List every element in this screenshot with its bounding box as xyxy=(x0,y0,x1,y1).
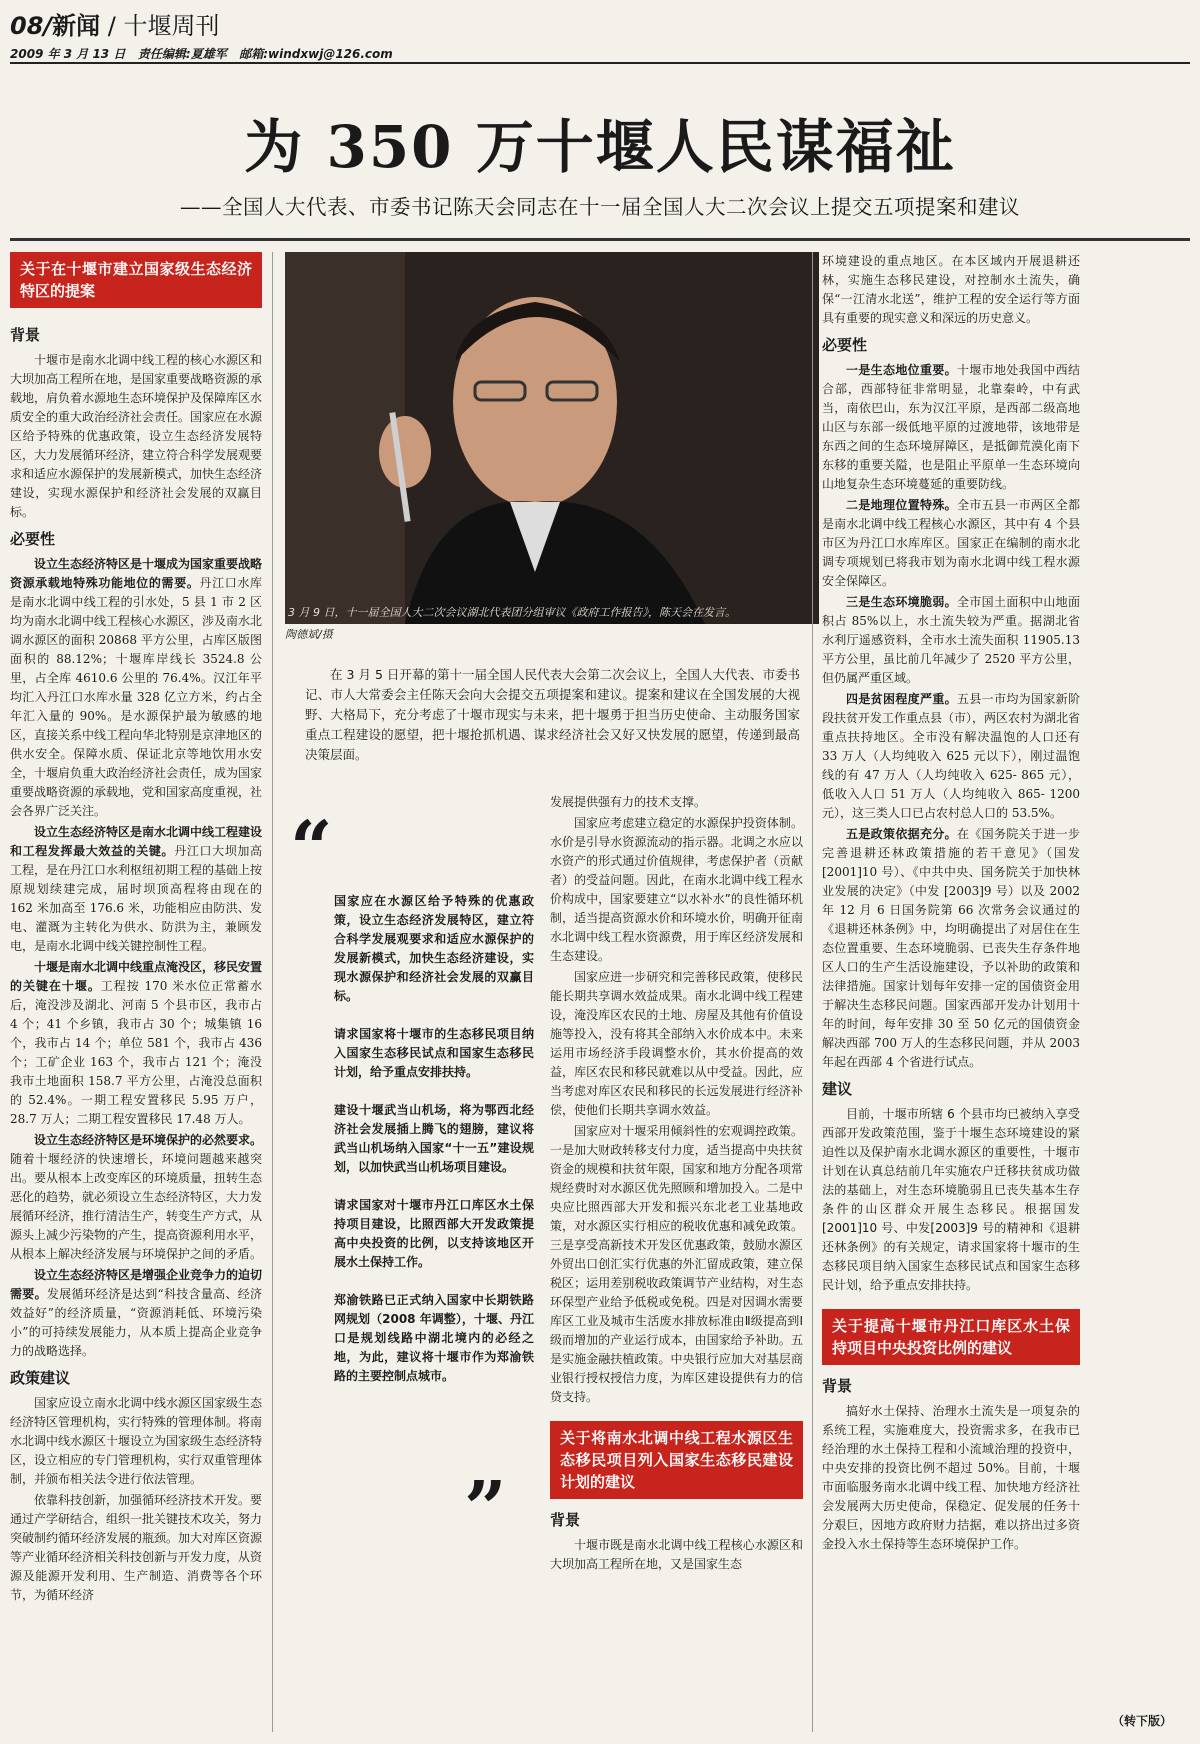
paragraph: 环境建设的重点地区。在本区域内开展退耕还林，实施生态移民建设，对控制水土流失，确保“一江清水北送”，维护工程的安全运行等方面具有重要的现实意义和深远的历史意义。 xyxy=(822,254,1080,325)
masthead-info xyxy=(10,45,1190,62)
paragraph-lead: 三是生态环境脆弱。 xyxy=(846,595,957,609)
paragraph-text: 丹江口大坝加高工程，是在丹江口水利枢纽初期工程的基础上按原规划续建完成，届时坝顶高程将由现在的 162 米加高至 176.6 米，功能相应由防洪、发电、灌溉为主转化为供水、防洪为主，兼顾发电，是南水北调中线关键控制性工程。 xyxy=(10,844,262,953)
section-name: 新闻 xyxy=(52,12,101,40)
quote: 请求国家对十堰市丹江口库区水土保持项目建设，比照西部大开发政策提高中央投资的比例，以支持该地区开展水土保持工作。 xyxy=(334,1198,534,1269)
intro-paragraph: 在 3 月 5 日开幕的第十一届全国人民代表大会第二次会议上，全国人大代表、市委书记、市人大常委会主任陈天会向大会提交五项提案和建议。提案和建议在全国发展的大视野、大格局下，充分考虑了十堰市现实与未来，把十堰勇于担当历史使命、主动服务国家重点工程建设的愿望，把十堰抢抓机遇、谋求经济社会又好又快发展的愿望，传递到最高决策层面。 xyxy=(305,667,800,762)
proposal-title-box: 关于在十堰市建立国家级生态经济特区的提案 xyxy=(10,252,262,308)
quote: 请求国家将十堰市的生态移民项目纳入国家生态移民试点和国家生态移民计划，给予重点安排扶持。 xyxy=(334,1027,534,1079)
paragraph-lead: 设立生态经济特区是环境保护的必然要求。 xyxy=(34,1133,262,1147)
paragraph-text: 随着十堰经济的快速增长，环境问题越来越突出。要从根本上改变库区的环境质量，扭转生态恶化的趋势，就必须设立生态经济特区，大力发展循环经济，推行清洁生产，转变生产方式，从源头上减少污染物的产生，提高资源利用水平，从根本上解决经济发展与环境保护之间的矛盾。 xyxy=(10,1152,262,1261)
paragraph: 依靠科技创新，加强循环经济技术开发。要通过产学研结合，组织一批关键技术攻关，努力突破制约循环经济发展的瓶颈。加大对库区资源等产业循环经济相关科技创新与开发力度，从资源及能源开发利用、生产制造、消费等各个环节，为循环经济 xyxy=(10,1493,262,1602)
paragraph: 国家应进一步研究和完善移民政策，使移民能长期共享调水效益成果。南水北调中线工程建设，淹没库区农民的土地、房屋及其他有价值设施等投入，没有将其全部纳入水价成本中。未来运用市场经济手段调整水价，其水价提高的效益，库区农民和移民就难以从中受益。因此，应当考虑对库区农民和移民的长远发展进行经济补偿，使他们长期共享调水效益。 xyxy=(550,970,803,1117)
paragraph xyxy=(10,1131,262,1264)
masthead-rule xyxy=(10,62,1190,64)
column-rule xyxy=(812,252,813,1732)
paragraph: 国家应对十堰采用倾斜性的宏观调控政策。一是加大财政转移支付力度，适当提高中央扶贫资金的规模和扶贫年限，国家和地方分配各项常规经费时对水源区优先照顾和增加投入。二是中央应比照西部大开发和振兴东北老工业基地政策，对水源区实行相应的税收优惠和减免政策。三是享受高新技术开发区优惠政策，鼓励水源区外贸出口创汇实行优惠的外汇留成政策，建立保税区；运用差别税收政策调节产业结构，对生态环保型产业给予低税或免税。四是对因调水需要库区工业及城市生活废水排放标准由Ⅱ级提高到Ⅰ级而增加的产业运行成本，由国家给予补助。五是实施金融扶植政策。中央银行应加大对基层商业银行授权授信力度，为库区建设提供有力的信贷支持。 xyxy=(550,1124,803,1404)
section-heading: 政策建议 xyxy=(10,1369,71,1387)
paragraph xyxy=(822,825,1080,1072)
section-heading: 建议 xyxy=(822,1080,853,1098)
section-heading: 必要性 xyxy=(822,336,868,354)
paragraph xyxy=(10,958,262,1129)
paper-name: 十堰周刊 xyxy=(123,12,220,40)
masthead-title: 08/新闻 / 十堰周刊 xyxy=(10,12,220,40)
photo-caption: 3 月 9 日，十一届全国人大二次会议湖北代表团分组审议《政府工作报告》，陈天会在发言。 xyxy=(288,606,736,619)
section-heading: 背景 xyxy=(550,1511,581,1529)
paragraph-lead: 五是政策依据充分。 xyxy=(846,827,957,841)
paragraph-text: 工程按 170 米水位正常蓄水后，淹没涉及湖北、河南 5 个县市区，我市占 4 个；41 个乡镇，我市占 30 个；城集镇 16 个，我市占 14 个；单位 581 个，我市占 436 个；工矿企业 163 个，我市占 121 个；淹没我市土地面积 158.7 平方公里，占淹没总面积的 52.4%。一期工程安置移民 5.95 万户，28.7 万人；二期工程安置移民 17.48 万人。 xyxy=(10,979,262,1126)
paragraph: 国家应考虑建立稳定的水源保护投资体制。水价是引导水资源流动的指示器。北调之水应以水资产的形式通过价值规律，考虑保护者（贡献者）的受益问题。因此，在南水北调中线工程水价构成中，国家要建立“以水补水”的良性循环机制，适当提高资源水价和环境水价，明确开征南水北调中线工程水资源费，用于库区经济发展和生态建设。 xyxy=(550,816,803,963)
left-column xyxy=(10,252,262,1742)
email: 邮箱:windxwj@126.com xyxy=(239,47,393,61)
paragraph xyxy=(822,496,1080,591)
section-heading: 背景 xyxy=(822,1377,853,1395)
paragraph xyxy=(10,1266,262,1361)
close-quote-icon: ” xyxy=(464,1466,507,1552)
paragraph-lead: 十堰是南水北调中线重点淹没区，移民安置的关键在十堰。 xyxy=(10,960,262,993)
paragraph xyxy=(822,690,1080,823)
issue-date: 2009 年 3 月 13 日 xyxy=(10,47,126,61)
editor: 责任编辑:夏雄军 xyxy=(137,47,227,61)
headline: 为 350 万十堰人民谋福祉 xyxy=(244,113,956,181)
paragraph-lead: 二是地理位置特殊。 xyxy=(846,498,957,512)
section-heading: 必要性 xyxy=(10,530,56,548)
paragraph-text: 丹江口水库是南水北调中线工程的引水处，5 县 1 市 2 区均为南水北调中线工程核心水源区，涉及南水北调水源区的面积 20868 平方公里，占库区版图面积的 88.12%；十堰库岸线长 3524.8 公里，占全库 4610.6 公里的 76.4%。汉江年平均汇入丹江口水库水量 328 亿立方米，约占全年汇入量的 90%。是水源保护最为敏感的地区，直接关系中线工程向华北特别是京津地区的供水安全。保障水质、保证北京等地饮用水安全，十堰肩负重大政治经济社会责任，成为国家重要战略资源的承载地，党和国家高度重视，社会各界广泛关注。 xyxy=(10,576,262,818)
paragraph-text: 在《国务院关于进一步完善退耕还林政策措施的若干意见》（国发[2001]10 号）、《中共中央、国务院关于加快林业发展的决定》（中发 [2003]9 号）以及 2002 年 12 月 6 日国务院第 66 次常务会议通过的《退耕还林条例》中，均明确提出了对居住在生态位置重要、生态环境脆弱、已丧失生存条件地区人口的生产生活设施建设，予以补助的政策和法律措施。国家计划每年安排一定的国债资金用于解决生态移民问题。国家西部开发办计划用十年的时间，每年安排 30 至 50 亿元的国债资金解决西部 700 万人的生态移民问题，并从 2003 年起在西部 4 个省进行试点。 xyxy=(822,827,1080,1069)
paragraph-lead: 四是贫困程度严重。 xyxy=(846,692,957,706)
paragraph xyxy=(822,361,1080,494)
proposal-title-box: 关于提高十堰市丹江口库区水土保持项目中央投资比例的建议 xyxy=(822,1309,1080,1365)
section-heading: 背景 xyxy=(10,326,41,344)
paragraph-lead: 一是生态地位重要。 xyxy=(846,363,957,377)
paragraph-lead: 设立生态经济特区是增强企业竞争力的迫切需要。 xyxy=(10,1268,262,1301)
paragraph: 十堰市既是南水北调中线工程核心水源区和大坝加高工程所在地，又是国家生态 xyxy=(550,1538,803,1571)
paragraph xyxy=(822,593,1080,688)
paragraph: 发展提供强有力的技术支撑。 xyxy=(550,795,707,809)
paragraph: 搞好水土保持、治理水土流失是一项复杂的系统工程，实施难度大，投资需求多，在我市已经治理的水土保持工程和小流域治理的投资中，中央安排的投资比例不超过 50%。目前，十堰市面临服务南水北调中线工程、加快地方经济社会发展两大历史使命，保稳定、促发展的任务十分艰巨，因地方政府财力拮据，难以挤出过多资金投入水土保持等生态环境保护工作。 xyxy=(822,1404,1080,1551)
open-quote-icon: “ xyxy=(290,806,333,892)
page-number: 08/ xyxy=(10,12,53,40)
paragraph-lead: 设立生态经济特区是十堰成为国家重要战略资源承载地特殊功能地位的需要。 xyxy=(10,557,262,590)
proposal-title-box: 关于将南水北调中线工程水源区生态移民项目列入国家生态移民建设计划的建议 xyxy=(550,1421,803,1499)
paragraph xyxy=(10,823,262,956)
paragraph-text: 十堰市地处我国中西结合部，西部特征非常明显，北靠秦岭，中有武当，南依巴山，东为汉江平原，是西部二级高地山区与东部一级低地平原的过渡地带，该地带是东西之间的生态环境屏障区，是抵御荒漠化南下东移的重要关隘，也是阻止平原单一生态环境向山地复杂生态环境蔓延的重要防线。 xyxy=(822,363,1080,491)
paragraph: 十堰市是南水北调中线工程的核心水源区和大坝加高工程所在地，是国家重要战略资源的承载地，肩负着水源地生态环境保护及保障库区水质安全的重大政治经济社会责任。国家应在水源区给予特殊的优惠政策，设立生态经济发展特区，大力发展循环经济，建立符合科学发展观要求和适应水源保护的发展新模式，加快生态经济建设，实现水源保护和经济社会发展的双赢目标。 xyxy=(10,353,262,519)
paragraph xyxy=(10,555,262,821)
paragraph: 目前，十堰市所辖 6 个县市均已被纳入享受西部开发政策范围，鉴于十堰生态环境建设的紧迫性以及保护南水北调水源区的重要性，十堰市计划在认真总结前几年实施农户迁移扶贫成功做法的基础上，对生态环境脆弱且已丧失基本生存条件的山区群众开展生态移民。根据国发[2001]10 号、中发[2003]9 号的精神和《退耕还林条例》的有关规定，请求国家将十堰市的生态移民项目纳入国家生态移民试点和国家生态移民计划，给予重点安排扶持。 xyxy=(822,1107,1080,1292)
quote: 郑渝铁路已正式纳入国家中长期铁路网规划（2008 年调整），十堰、丹江口是规划线路中湖北境内的必经之地，为此，建议将十堰市作为郑渝铁路的主要控制点城市。 xyxy=(334,1293,534,1383)
paragraph-lead: 设立生态经济特区是南水北调中线工程建设和工程发挥最大效益的关键。 xyxy=(10,825,262,858)
quote: 建设十堰武当山机场，将为鄂西北经济社会发展插上腾飞的翅膀，建议将武当山机场纳入国家“十一五”建设规划，以加快武当山机场项目建设。 xyxy=(334,1103,534,1174)
pull-quotes xyxy=(282,806,537,1552)
photo-illustration xyxy=(285,252,819,624)
quote: 国家应在水源区给予特殊的优惠政策，设立生态经济发展特区，建立符合科学发展观要求和适应水源保护的发展新模式，加快生态经济建设，实现水源保护和经济社会发展的双赢目标。 xyxy=(334,894,534,1003)
masthead xyxy=(10,6,1190,64)
column-rule xyxy=(272,252,273,1732)
middle-column xyxy=(550,793,803,1742)
photo-credit: 陶德斌/摄 xyxy=(285,628,333,641)
quote-text xyxy=(334,892,534,1405)
right-column xyxy=(822,252,1080,1712)
photo xyxy=(285,252,819,624)
continued-note: （转下版） xyxy=(1111,1714,1172,1728)
paragraph: 国家应设立南水北调中线水源区国家级生态经济特区管理机构，实行特殊的管理体制。将南水北调中线水源区十堰设立为国家级生态经济特区，设立相应的专门管理机构，实行双重管理体制，并颁布相关法令进行依法管理。 xyxy=(10,1396,262,1486)
subhead: ——全国人大代表、市委书记陈天会同志在十一届全国人大二次会议上提交五项提案和建议 xyxy=(180,195,1020,219)
paragraph-text: 全市五县一市两区全都是南水北调中线工程核心水源区，其中有 4 个县市区为丹江口水库库区。国家正在编制的南水北调专项规划已将我市划为南水北调中线工程水源安全保障区。 xyxy=(822,498,1080,588)
paragraph-text: 全市国土面积中山地面积占 85%以上，水土流失较为严重。据湖北省水利厅遥感资料，全市水土流失面积 11905.13 平方公里，虽比前几年减少了 2520 平方公里，但仍属严重区域。 xyxy=(822,595,1080,685)
headline-rule xyxy=(10,238,1190,241)
paragraph-text: 五县一市均为国家新阶段扶贫开发工作重点县（市），两区农村为湖北省重点扶持地区。全市没有解决温饱的人口还有 33 万人（人均纯收入 625 元以下），刚过温饱线的有 47 万人（人均纯收入 625- 865 元），低收入人口 51 万人（人均纯收入 865- 1200 元），这三类人口已占农村总人口的 53.5%。 xyxy=(822,692,1080,820)
paragraph-text: 发展循环经济是达到“科技含量高、经济效益好”的经济质量，“资源消耗低、环境污染小”的可持续发展能力，从本质上提高企业竞争力的战略选择。 xyxy=(10,1287,262,1358)
